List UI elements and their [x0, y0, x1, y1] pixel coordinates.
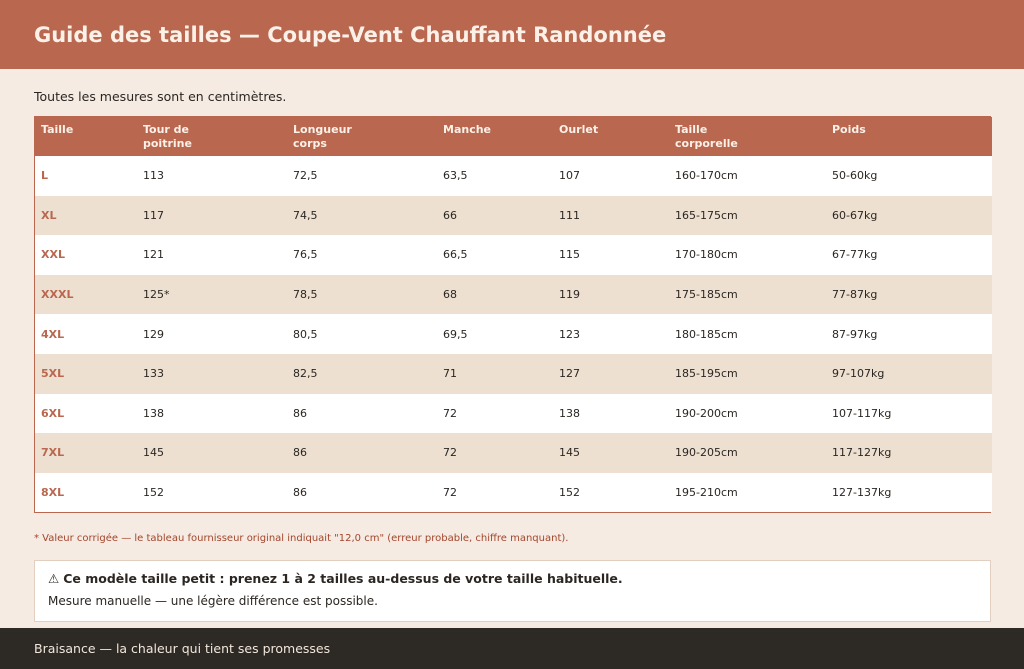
- table-cell: 50-60kg: [832, 169, 878, 183]
- column-header: [669, 117, 826, 156]
- table-row: [35, 433, 992, 473]
- table-cell: 133: [143, 367, 164, 381]
- table-row: [35, 275, 992, 315]
- column-header: [137, 117, 287, 156]
- size-label-cell: 4XL: [41, 327, 65, 341]
- table-row: [35, 394, 992, 434]
- table-cell: 123: [559, 327, 580, 341]
- table-cell: 107: [559, 169, 580, 183]
- table-row: [35, 235, 992, 275]
- size-label-cell: 8XL: [41, 486, 65, 500]
- size-label-cell: 6XL: [41, 406, 65, 420]
- table-cell: 152: [143, 486, 164, 500]
- table-cell: 77-87kg: [832, 288, 878, 302]
- column-header-label: Manche: [443, 123, 492, 136]
- size-label-cell: 5XL: [41, 367, 65, 381]
- table-cell: 152: [559, 486, 580, 500]
- table-cell: 180-185cm: [675, 327, 738, 341]
- notice-title-line: [48, 571, 977, 586]
- column-header: [826, 117, 992, 156]
- page-header: [0, 0, 1024, 69]
- table-cell: 170-180cm: [675, 248, 738, 262]
- table-header-row: [35, 117, 992, 156]
- intro-text: Toutes les mesures sont en centimètres.: [34, 89, 287, 104]
- table-cell: 185-195cm: [675, 367, 738, 381]
- table-cell: 86: [293, 406, 307, 420]
- table-cell: 82,5: [293, 367, 318, 381]
- column-header: [287, 117, 437, 156]
- table-row: [35, 354, 992, 394]
- table-cell: 78,5: [293, 288, 318, 302]
- table-cell: 86: [293, 486, 307, 500]
- column-header-label: Taille: [675, 123, 708, 136]
- table-cell: 117: [143, 208, 164, 222]
- table-cell: 127-137kg: [832, 486, 892, 500]
- size-label-cell: XXXL: [41, 288, 74, 302]
- table-cell: 87-97kg: [832, 327, 878, 341]
- page-title: Guide des tailles — Coupe-Vent Chauffant Randonnée: [34, 22, 667, 47]
- footer-text: Braisance — la chaleur qui tient ses promesses: [34, 641, 331, 656]
- size-label-cell: L: [41, 169, 49, 183]
- table-cell: 76,5: [293, 248, 318, 262]
- table-cell: 119: [559, 288, 580, 302]
- table-cell: 129: [143, 327, 164, 341]
- table-cell: 66,5: [443, 248, 468, 262]
- table-cell: 190-200cm: [675, 406, 738, 420]
- warning-icon: ⚠: [48, 571, 60, 586]
- table-cell: 127: [559, 367, 580, 381]
- table-cell: 190-205cm: [675, 446, 738, 460]
- size-chart-table: [34, 116, 991, 513]
- table-cell: 63,5: [443, 169, 468, 183]
- fit-notice: [34, 560, 991, 622]
- table-cell: 117-127kg: [832, 446, 892, 460]
- table-row: [35, 473, 992, 513]
- size-label-cell: XXL: [41, 248, 65, 262]
- table-cell: 60-67kg: [832, 208, 878, 222]
- table-cell: 86: [293, 446, 307, 460]
- table-cell: 115: [559, 248, 580, 262]
- column-header-label: Ourlet: [559, 123, 599, 136]
- table-cell: 138: [143, 406, 164, 420]
- table-cell: 72: [443, 446, 457, 460]
- table-cell: 125*: [143, 288, 170, 302]
- column-header-label-line2: corps: [293, 137, 327, 150]
- column-header: [437, 117, 553, 156]
- notice-title: Ce modèle taille petit : prenez 1 à 2 tailles au-dessus de votre taille habituelle.: [63, 571, 623, 586]
- column-header-label-line2: corporelle: [675, 137, 738, 150]
- size-label-cell: 7XL: [41, 446, 65, 460]
- column-header-label: Tour de: [143, 123, 190, 136]
- page-footer: [0, 628, 1024, 669]
- table-cell: 121: [143, 248, 164, 262]
- table-cell: 175-185cm: [675, 288, 738, 302]
- table-row: [35, 314, 992, 354]
- table-cell: 97-107kg: [832, 367, 885, 381]
- table-cell: 113: [143, 169, 164, 183]
- table-cell: 160-170cm: [675, 169, 738, 183]
- table-cell: 145: [143, 446, 164, 460]
- column-header-label-line2: poitrine: [143, 137, 192, 150]
- table-row: [35, 196, 992, 236]
- table-body: [35, 156, 992, 512]
- table-cell: 66: [443, 208, 457, 222]
- table-cell: 72,5: [293, 169, 318, 183]
- table-cell: 72: [443, 406, 457, 420]
- table-cell: 107-117kg: [832, 406, 892, 420]
- table-row: [35, 156, 992, 196]
- table-cell: 145: [559, 446, 580, 460]
- table-cell: 67-77kg: [832, 248, 878, 262]
- column-header: [553, 117, 669, 156]
- table-cell: 72: [443, 486, 457, 500]
- table-cell: 68: [443, 288, 457, 302]
- notice-subtitle: Mesure manuelle — une légère différence est possible.: [48, 594, 378, 608]
- column-header-label: Poids: [832, 123, 866, 136]
- size-label-cell: XL: [41, 208, 57, 222]
- table-cell: 138: [559, 406, 580, 420]
- table-cell: 71: [443, 367, 457, 381]
- column-header-label: Taille: [41, 123, 74, 136]
- table-cell: 111: [559, 208, 580, 222]
- table-cell: 74,5: [293, 208, 318, 222]
- table-cell: 165-175cm: [675, 208, 738, 222]
- table-cell: 69,5: [443, 327, 468, 341]
- footnote: * Valeur corrigée — le tableau fournisseur original indiquait "12,0 cm" (erreur probable, chiffre manquant).: [34, 533, 569, 544]
- table-cell: 195-210cm: [675, 486, 738, 500]
- table-cell: 80,5: [293, 327, 318, 341]
- column-header: [35, 117, 137, 156]
- column-header-label: Longueur: [293, 123, 352, 136]
